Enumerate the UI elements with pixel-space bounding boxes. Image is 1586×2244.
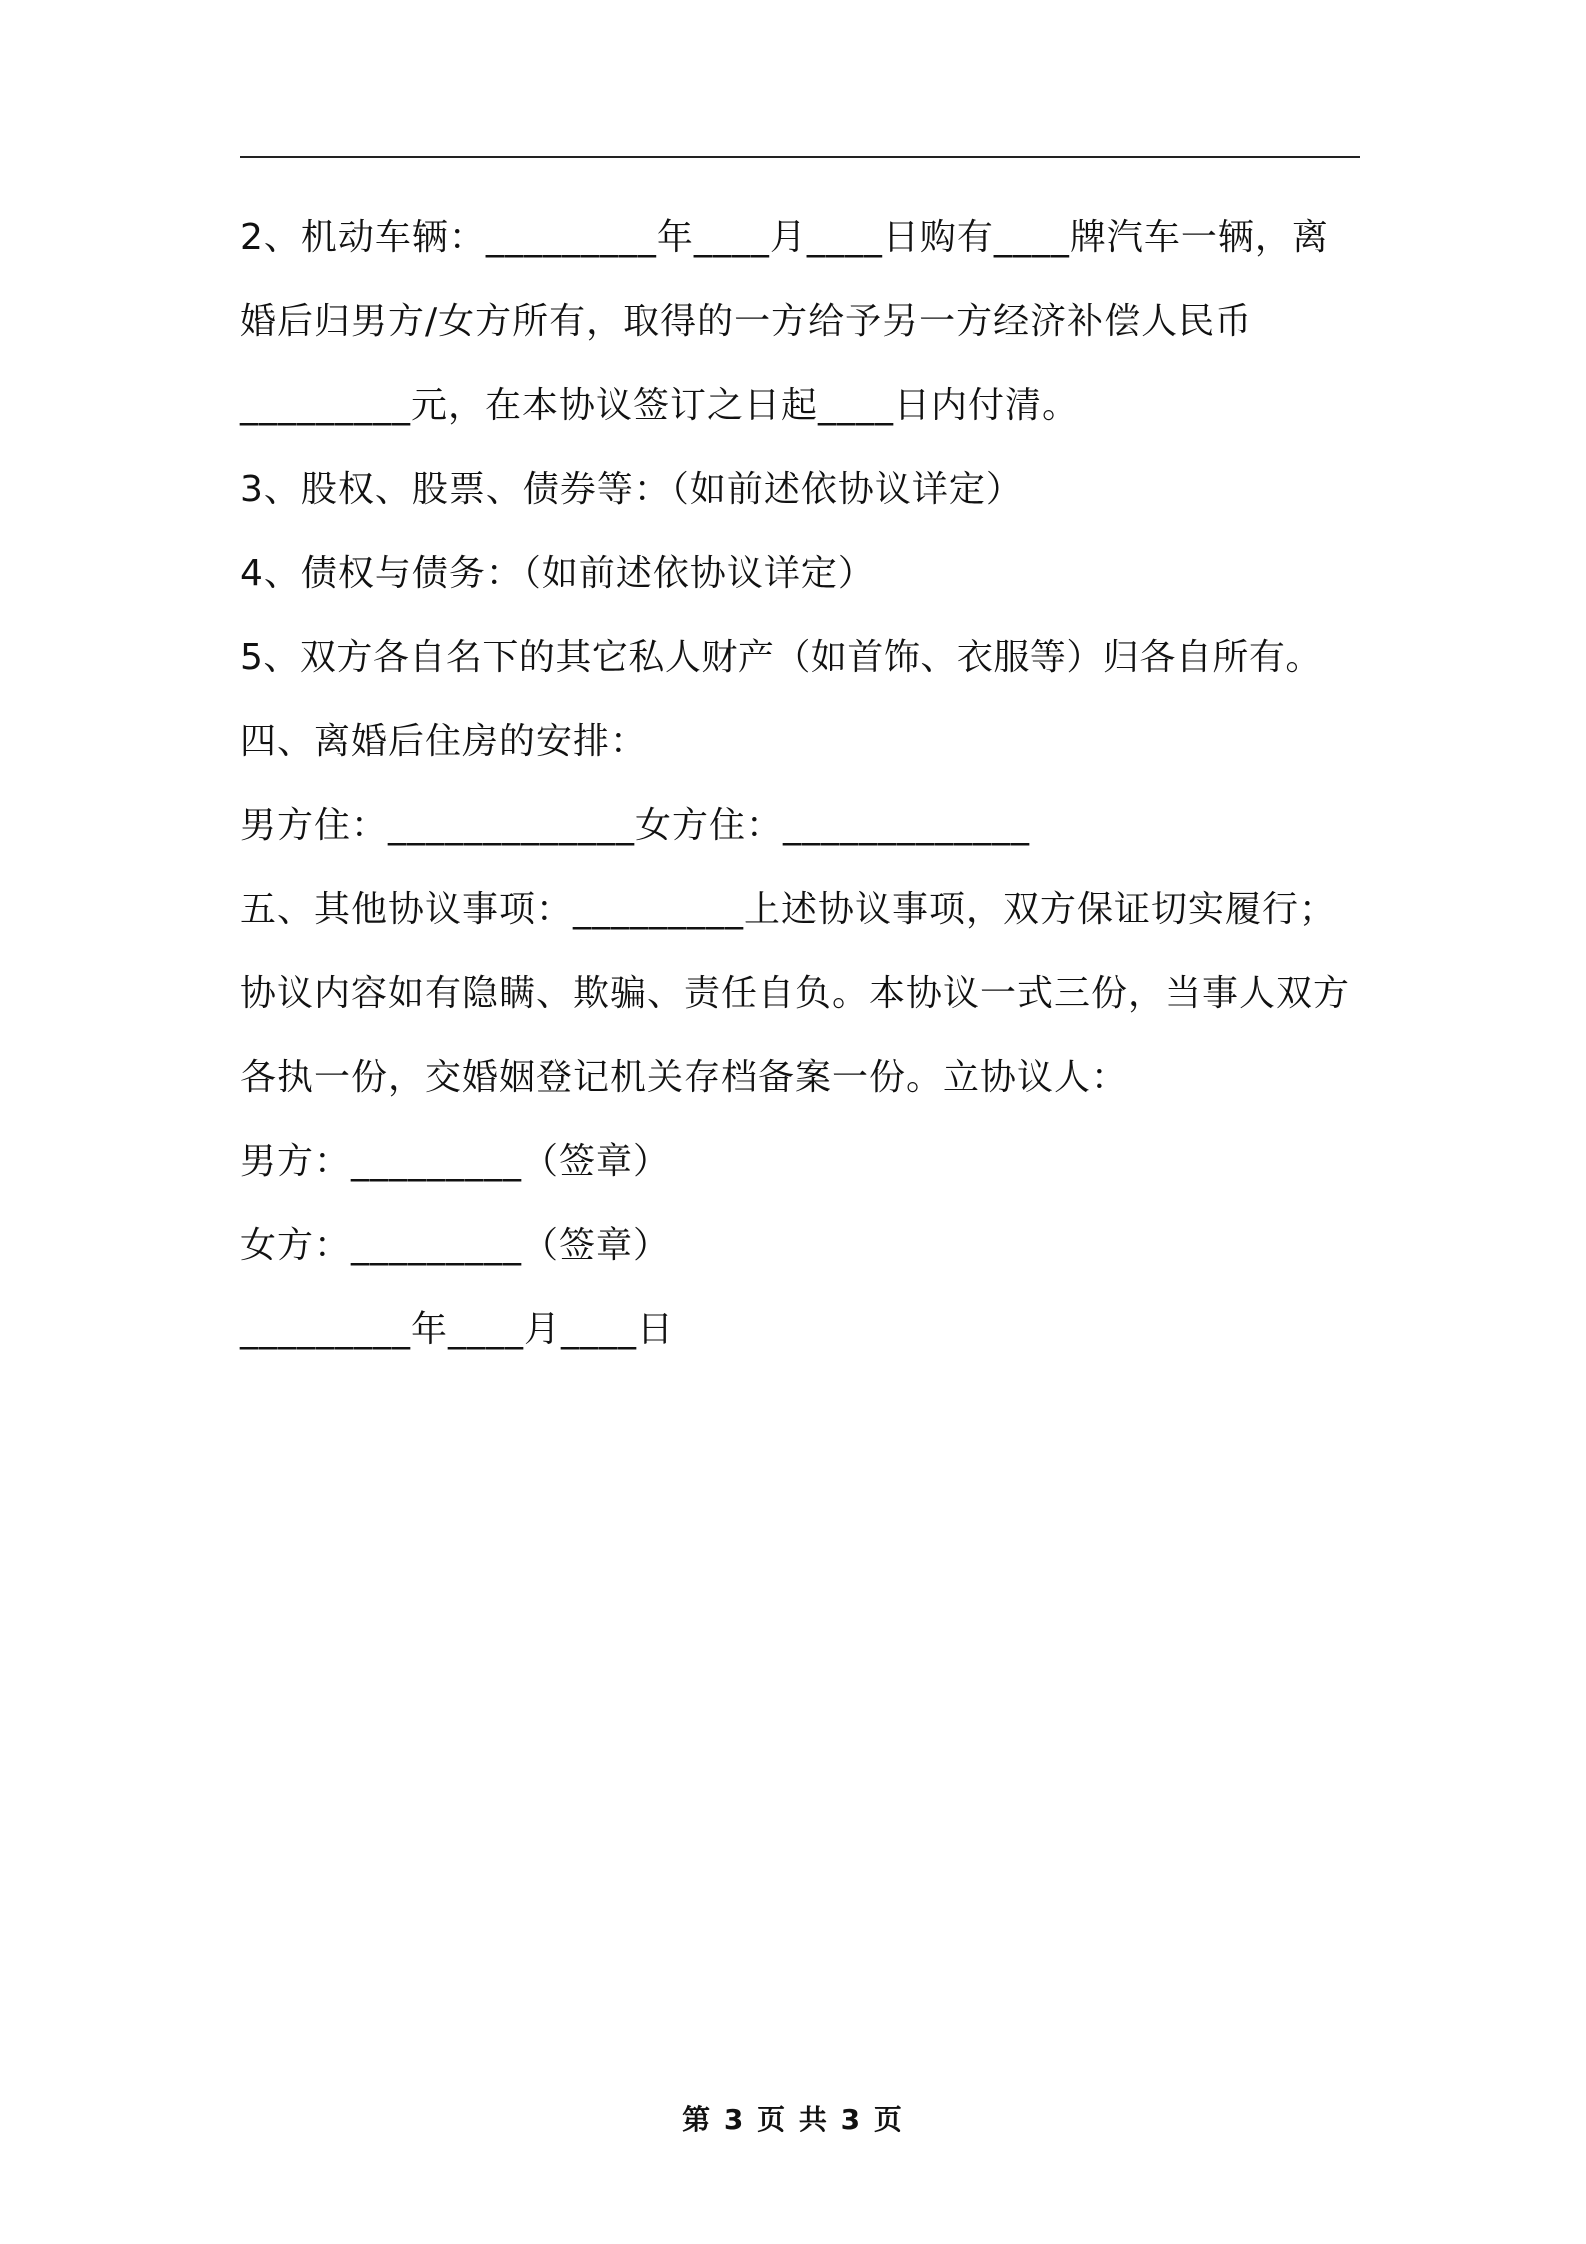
date-line: _________年____月____日: [240, 1309, 674, 1350]
signature-line-female: 女方：_________（签章）: [240, 1225, 671, 1266]
paragraph-housing-arrangement: 男方住：_____________女方住：_____________: [240, 805, 1031, 846]
document-body: [240, 196, 1365, 1372]
paragraph-debts: 4、债权与债务：（如前述依协议详定）: [240, 553, 875, 594]
paragraph-personal-property: 5、双方各自名下的其它私人财产（如首饰、衣服等）归各自所有。: [240, 637, 1322, 678]
page-number: 第 3 页 共 3 页: [682, 2103, 904, 2136]
header-rule: [240, 156, 1360, 158]
section-heading-housing: 四、离婚后住房的安排：: [240, 721, 648, 762]
paragraph-other-matters: 五、其他协议事项：_________上述协议事项，双方保证切实履行；协议内容如有隐瞒、欺骗、责任自负。本协议一式三份，当事人双方各执一份，交婚姻登记机关存档备案一份。立协议人：: [240, 889, 1351, 1098]
paragraph-motor-vehicle: 2、机动车辆：_________年____月____日购有____牌汽车一辆，离婚后归男方/女方所有，取得的一方给予另一方经济补偿人民币_________元，在本协议签订之日起____日内付清。: [240, 217, 1329, 426]
paragraph-equity-stocks: 3、股权、股票、债券等：（如前述依协议详定）: [240, 469, 1023, 510]
signature-line-male: 男方：_________（签章）: [240, 1141, 671, 1182]
